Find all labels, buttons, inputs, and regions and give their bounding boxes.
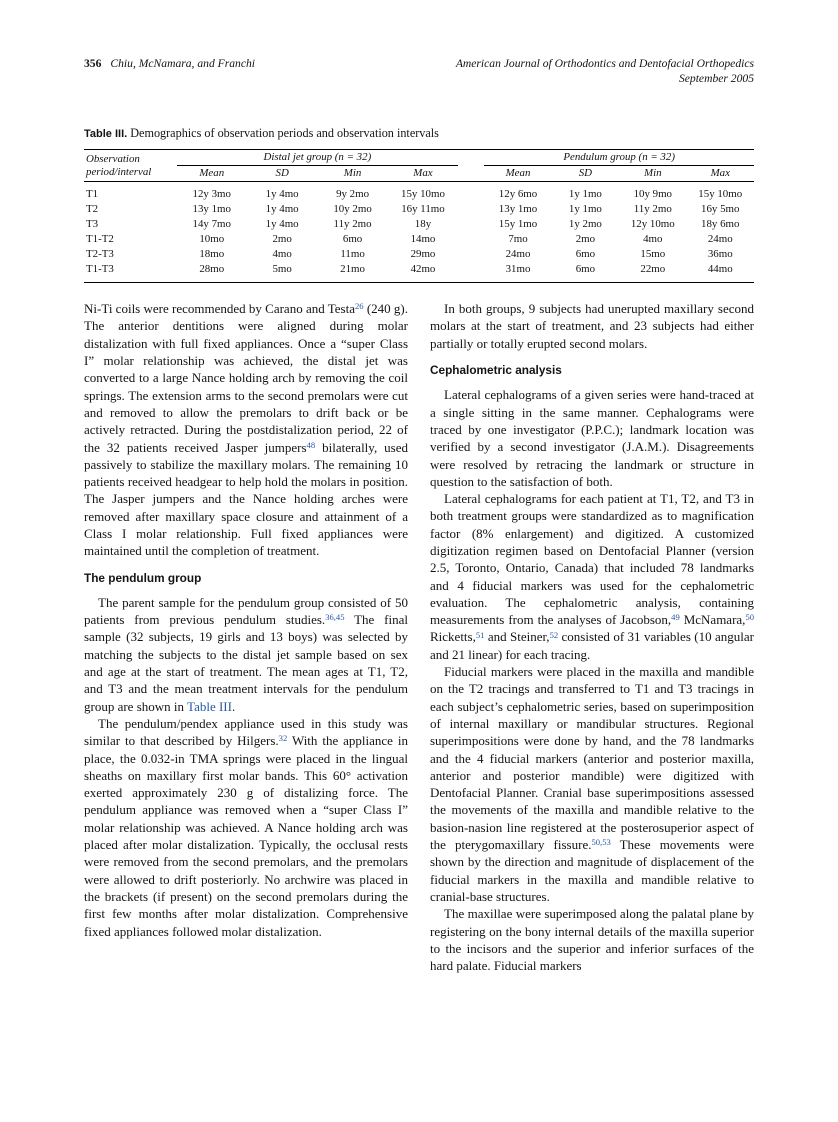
cell: 44mo [707, 263, 733, 276]
left-column [84, 300, 408, 974]
text-run: . [231, 698, 236, 714]
cell: 13y 1mo [192, 203, 231, 216]
cell: 1y 2mo [568, 218, 602, 231]
table-caption [84, 126, 754, 141]
cell: 10y 9mo [633, 188, 672, 201]
cell: 1y 4mo [265, 188, 299, 201]
cell: 11y 2mo [633, 203, 672, 216]
cell: 12y 6mo [498, 188, 538, 201]
row-header-title: Observation period/interval [84, 150, 177, 182]
column-header-max: Max [388, 166, 458, 182]
citation-link[interactable]: 49 [671, 612, 680, 623]
column-header-sd: SD [552, 166, 619, 182]
cell: 15mo [640, 248, 666, 261]
paragraph [430, 386, 754, 490]
text-run: Lateral cephalograms for each patient at T1, T2, and T3 in both treatment groups were standardized as to magnification factor (8% enlargement) and digitized. A customized digitization regimen based on Dentofacial Planner (version 2.5, Toronto, Ontario, Canada) that included 78 landmarks and 4 fiducial markers was used for the cephalometric evaluation. The cephalometric analysis, containing measurements from the analyses of Jacobson, [430, 491, 754, 628]
cell: 14y 7mo [192, 218, 231, 231]
column-header-mean: Mean [177, 166, 247, 182]
row-label: T1-T2 [86, 233, 114, 246]
cell: 24mo [707, 233, 733, 246]
text-run: In both groups, 9 subjects had unerupted maxillary second molars at the start of treatment, and 23 subjects had either partially or totally erupted second molars. [430, 301, 754, 351]
cell: 36mo [707, 248, 733, 261]
citation-link[interactable]: 32 [278, 733, 288, 744]
table-group-header-row [84, 150, 754, 166]
running-head-right [456, 56, 754, 86]
table-row [84, 232, 754, 247]
cell: 4mo [643, 233, 663, 246]
paragraph [430, 663, 754, 905]
cell: 28mo [199, 263, 225, 276]
section-heading-pendulum-group: The pendulum group [84, 570, 202, 585]
text-run: The maxillae were superimposed along the palatal plane by registering on the bony internal details of the maxilla superior to the incisors and the superior and inferior surfaces of the hard palate. Fiducial markers [430, 906, 754, 974]
text-run: McNamara, [679, 612, 746, 628]
cell: 15y 10mo [401, 188, 445, 201]
table-row [84, 202, 754, 217]
cell-gap [458, 262, 484, 283]
cell: 22mo [640, 263, 666, 276]
section-heading-cephalometric-analysis: Cephalometric analysis [430, 363, 562, 378]
paragraph [84, 715, 408, 940]
cell: 42mo [410, 263, 436, 276]
citation-link[interactable]: 51 [475, 629, 485, 640]
row-label: T2 [86, 203, 99, 216]
cell-gap [458, 202, 484, 217]
cell: 14mo [410, 233, 436, 246]
citation-link[interactable]: 48 [306, 439, 316, 450]
table-column-gap [458, 150, 484, 182]
cell: 6mo [575, 263, 596, 276]
text-run: These movements were shown by the direction and magnitude of displacement of the fiducial markers in the maxilla and mandible relative to cranial-base structures. [430, 837, 754, 904]
cell: 13y 1mo [498, 203, 538, 216]
cell: 1y 4mo [265, 203, 299, 216]
right-column [430, 300, 754, 974]
paragraph [84, 300, 408, 559]
paragraph [430, 490, 754, 663]
text-run: consisted of 31 variables (10 angular and 21 linear) for each tracing. [430, 629, 754, 662]
running-head-left [84, 56, 255, 71]
row-label: T1 [86, 188, 99, 201]
table-caption-text: Demographics of observation periods and observation intervals [130, 126, 439, 141]
text-run: Fiducial markers were placed in the maxilla and mandible on the T2 tracings and transferred to T1 and T3 tracings in each subject’s cephalometric series, based on superimposition of internal maxillary or mandibular structures. Regional superimpositions were done by hand, and the 78 landmarks and the 4 fiducial markers (anterior and posterior maxilla, anterior and posterior mandible) were digitized with Dentofacial Planner. Cranial base superimpositions assessed the movements of the maxilla and mandible relative to the basion-nasion line registered at the posterosuperior aspect of the pterygomaxillary fissure. [430, 664, 754, 853]
column-header-min: Min [619, 166, 686, 182]
running-authors: Chiu, McNamara, and Franchi [110, 57, 255, 70]
row-label: T2-T3 [86, 248, 114, 261]
cell: 16y 11mo [401, 203, 445, 216]
text-run: The final sample (32 subjects, 19 girls and 13 boys) was selected by matching the subjects to the distal jet sample based on sex and age at the start of treatment. The mean ages at T1, T2, and T3 and the mean treatment intervals for the pendulum group are shown in [84, 612, 408, 714]
cell: 9y 2mo [336, 188, 370, 201]
cell: 10y 2mo [333, 203, 372, 216]
cell: 15y 10mo [698, 188, 743, 201]
text-run: (240 g). The anterior dentitions were aligned during molar distalization with full fixed appliances. Once a “super Class I” molar relationship was achieved, the distal jet was converted to a large Nance holding arch by removing the coil springs. The extension arms to the second premolars were cut and removed to allow the premolars to drift back or be actively retracted. During the postdistalization period, 22 of the 32 patients received Jasper jumpers [84, 301, 409, 455]
table-row [84, 262, 754, 283]
cell: 1y 4mo [265, 218, 299, 231]
cell-gap [458, 247, 484, 262]
cell: 2mo [272, 233, 292, 246]
cell-gap [458, 217, 484, 232]
row-label: T3 [86, 218, 99, 231]
cell: 1y 1mo [568, 188, 602, 201]
cell: 16y 5mo [701, 203, 740, 216]
citation-link[interactable]: 36,45 [325, 612, 345, 623]
cell: 2mo [575, 233, 596, 246]
cell: 21mo [340, 263, 365, 276]
demographics-table [84, 149, 754, 283]
cell: 18y 6mo [701, 218, 740, 231]
table-row [84, 182, 754, 203]
page-number: 356 [84, 57, 102, 70]
cell: 1y 1mo [568, 203, 602, 216]
text-run: and Steiner, [484, 629, 550, 645]
cell: 4mo [272, 248, 292, 261]
column-header-min: Min [317, 166, 387, 182]
cell: 15y 1mo [498, 218, 538, 231]
table-row [84, 217, 754, 232]
text-run: The parent sample for the pendulum group consisted of 50 patients from previous pendulum studies. [84, 594, 408, 628]
group-header-distal-jet: Distal jet group (n = 32) [177, 150, 459, 166]
cell: 5mo [272, 263, 292, 276]
column-header-max: Max [686, 166, 754, 182]
table-column-header-row [84, 166, 754, 182]
cell: 18mo [199, 248, 225, 261]
cell: 7mo [508, 233, 528, 246]
text-run: With the appliance in place, the 0.032-in TMA springs were placed in the lingual sheaths on maxillary first molar bands. This 60° activation exerted approximately 230 g of distalizing force. The pendulum appliance was removed when a “super Class I” molar relationship was achieved. A Nance holding arch was placed after molar distalization. Typically, the occlusal rests were removed from the second premolars, and the premolars were allowed to drift posteriorly. No archwire was placed in the brackets (if present) on the second premolars during the first few months after molar distalization. Comprehensive fixed appliances followed molar distalization. [84, 733, 408, 939]
cell: 12y 10mo [630, 218, 675, 231]
row-label: T1-T3 [86, 263, 114, 276]
citation-link[interactable]: 50,53 [591, 837, 611, 848]
cell: 6mo [575, 248, 596, 261]
column-header-mean: Mean [484, 166, 551, 182]
cell-gap [458, 232, 484, 247]
cell: 29mo [410, 248, 436, 261]
column-header-sd: SD [247, 166, 317, 182]
text-run: The pendulum/pendex appliance used in this study was similar to that described by Hilgers. [84, 715, 408, 749]
text-run: Ni-Ti coils were recommended by Carano and Testa [84, 301, 355, 317]
cell: 31mo [505, 263, 531, 276]
table-label: Table III. [84, 128, 128, 141]
cell: 11y 2mo [333, 218, 372, 231]
paragraph [430, 905, 754, 974]
citation-link[interactable]: 26 [355, 301, 364, 312]
journal-title: American Journal of Orthodontics and Dentofacial Orthopedics [455, 57, 754, 70]
citation-link[interactable]: Table III [187, 698, 232, 714]
running-head [84, 56, 754, 86]
cell: 6mo [342, 233, 363, 246]
cell: 11mo [340, 248, 365, 261]
cell-gap [458, 182, 484, 203]
cell: 10mo [199, 233, 225, 246]
cell: 24mo [505, 248, 531, 261]
citation-link[interactable]: 50 [745, 612, 755, 623]
paragraph [84, 594, 408, 715]
text-run: Ricketts, [430, 629, 476, 645]
text-run: Lateral cephalograms of a given series were hand-traced at a single sitting in the same manner. Cephalograms were traced by one investigator (P.P.C.); landmark location was verified by a second investigator (J.A.M.). Disagreements were resolved by retracing the landmark or structure in question to the satisfaction of both. [430, 387, 754, 489]
citation-link[interactable]: 52 [549, 629, 559, 640]
text-run: bilaterally, used passively to stabilize the maxillary molars. The remaining 10 patients received headgear to help hold the molars in position. The Jasper jumpers and the Nance holding arches were removed after maxillary space closure and attainment of a Class I molar relationship. Full fixed appliances were maintained until the completion of treatment. [84, 439, 408, 559]
table-row [84, 247, 754, 262]
cell: 18y [414, 218, 432, 231]
group-header-pendulum: Pendulum group (n = 32) [484, 150, 754, 166]
issue-date: September 2005 [678, 72, 754, 86]
cell: 12y 3mo [192, 188, 231, 201]
article-body [84, 300, 754, 974]
paragraph [430, 300, 754, 352]
